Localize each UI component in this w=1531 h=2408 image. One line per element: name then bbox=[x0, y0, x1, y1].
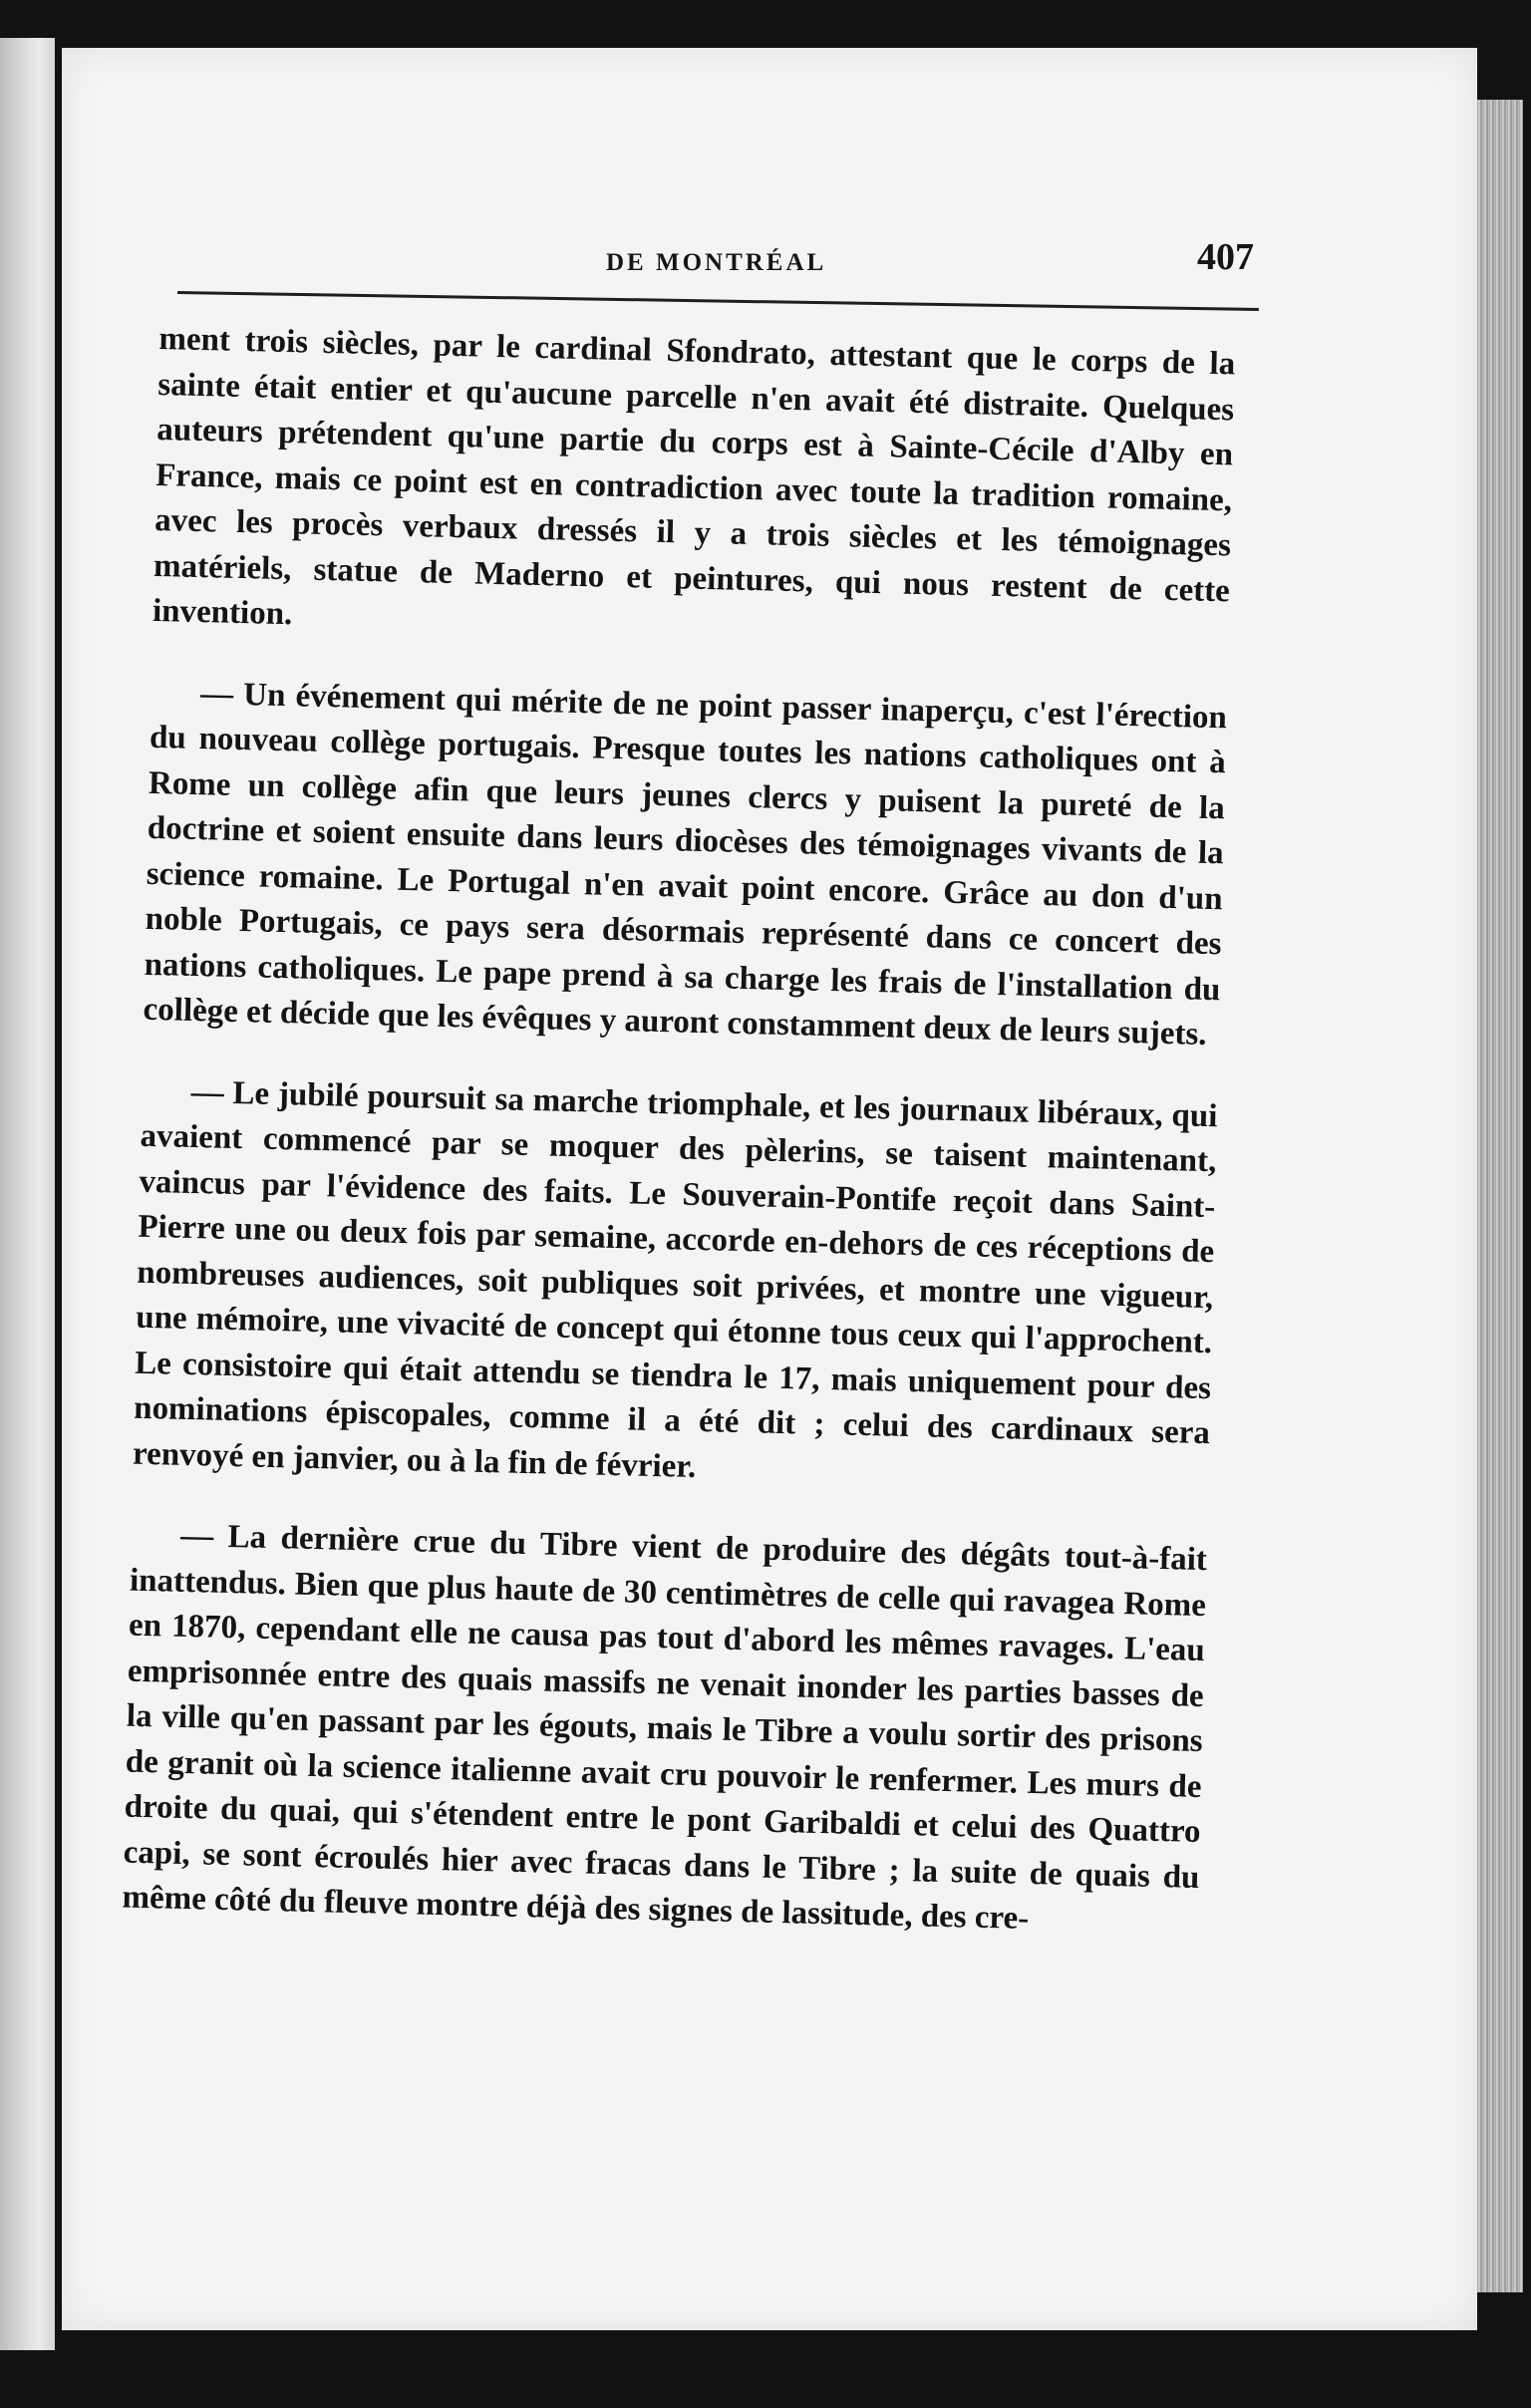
paragraph-tiber-flood: — La dernière crue du Tibre vient de produire des dégâts tout-à-fait inattendus. Bien que plus haute de 30 centimètres de celle qui ravagea Rome en 1870, cependant elle ne causa pas tout d'abord les mêmes ravages. L'eau emprisonnée entre des quais massifs ne venait inonder les parties basses de la ville qu'en passant par les égouts, mais le Tibre a voulu sortir des prisons de granit où la science italienne avait cru pouvoir le renfermer. Les murs de droite du quai, qui s'étendent entre le pont Garibaldi et celui des Quattro capi, se sont écroulés hier avec fracas dans le Tibre ; la suite de quais du même côté du fleuve montre déjà des signes de lassitude, des cre- bbox=[122, 1517, 1208, 1937]
page-header bbox=[177, 231, 1264, 285]
paragraph-jubilee: — Le jubilé poursuit sa marche triomphale, et les journaux libéraux, qui avaient commencé par se moquer des pèlerins, se taisent maintenant, vaincus par l'évidence des faits. Le Souverain-Pontife reçoit dans Saint-Pierre une ou deux fois par semaine, accorde en-dehors de ces réceptions de nombreuses audiences, soit publiques soit privées, et montre une vigueur, une mémoire, une vivacité de concept qui étonne tous ceux qui l'approchent. Le consistoire qui était attendu se tiendra le 17, mais uniquement pour des nominations épiscopales, comme il a été dit ; celui des cardinaux sera renvoyé en janvier, ou à la fin de février. bbox=[132, 1073, 1218, 1485]
body-text bbox=[121, 317, 1235, 1981]
page-number: 407 bbox=[1197, 236, 1254, 278]
paragraph-portuguese-college: — Un événement qui mérite de ne point passer inaperçu, c'est l'érection du nouveau collège portugais. Presque toutes les nations catholiques ont à Rome un collège afin que leurs jeunes clercs y puisent la pureté de la doctrine et soient ensuite dans leurs diocèses des témoignages vivants de la science romaine. Le Portugal n'en avait point encore. Grâce au don d'un noble Portugais, ce pays sera désormais représenté dans ce concert des nations catholiques. Le pape prend à sa charge les frais de l'installation du collège et décide que les évêques y auront constamment deux de leurs sujets. bbox=[143, 675, 1228, 1053]
running-head: DE MONTRÉAL bbox=[606, 249, 827, 276]
paragraph-continuation: ment trois siècles, par le cardinal Sfondrato, attestant que le corps de la sainte était entier et qu'aucune parcelle n'en avait été distraite. Quelques auteurs prétendent qu'une partie du corps est à Sainte-Cécile d'Alby en France, mais ce point est en contradiction avec toute la tradition romaine, avec les procès verbaux dressés il y a trois siècles et les témoignages matériels, statue de Maderno et peintures, qui nous restent de cette invention. bbox=[152, 320, 1236, 633]
facing-page-edge bbox=[0, 38, 55, 2350]
page-stack-edge bbox=[1477, 100, 1523, 2292]
